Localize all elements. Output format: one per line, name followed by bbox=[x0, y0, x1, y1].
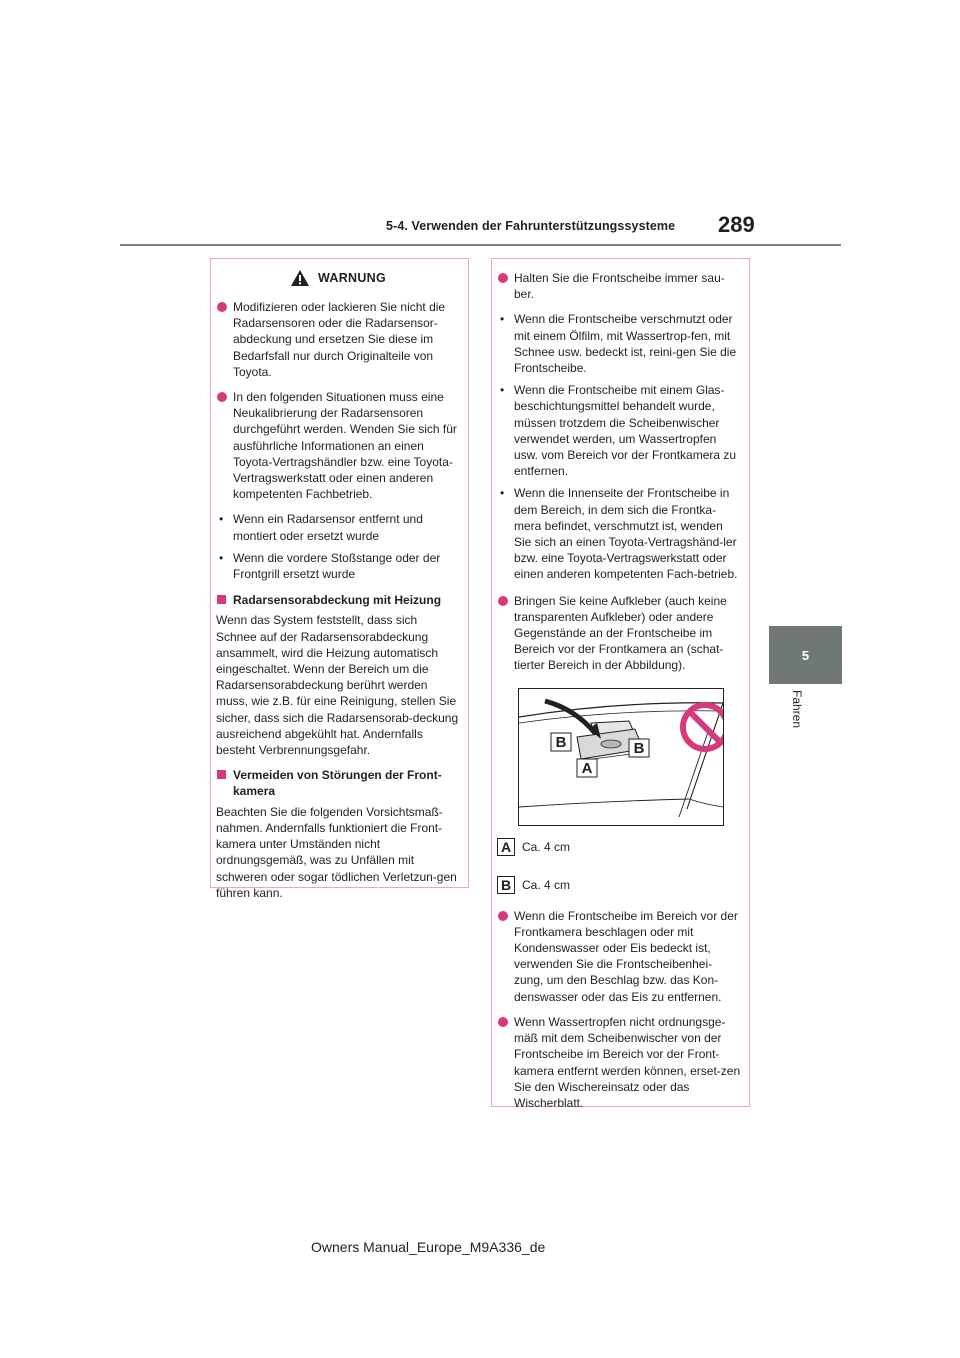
section-title: 5-4. Verwenden der Fahrunterstützungssysteme bbox=[386, 219, 676, 233]
subheading bbox=[216, 767, 460, 799]
list-item bbox=[216, 550, 460, 582]
footer-doc-id: Owners Manual_Europe_M9A336_de bbox=[311, 1239, 546, 1255]
legend-text: Ca. 4 cm bbox=[522, 877, 571, 892]
item-text: Wenn ein Radarsensor entfernt und montiert oder ersetzt wurde bbox=[233, 512, 423, 543]
bullet-dot-icon bbox=[217, 392, 227, 402]
warning-header bbox=[216, 265, 460, 291]
legend-key-b: B bbox=[497, 876, 515, 894]
bullet-dot-icon bbox=[217, 302, 227, 312]
bullet-dot-icon bbox=[498, 1017, 508, 1027]
windshield-camera-figure bbox=[518, 688, 724, 826]
chapter-number: 5 bbox=[801, 647, 810, 663]
list-item bbox=[497, 908, 741, 1005]
windshield-illustration bbox=[519, 689, 723, 825]
subheading-text: Radarsensorabdeckung mit Heizung bbox=[233, 593, 442, 608]
list-item bbox=[497, 1014, 741, 1111]
legend-key-a: A bbox=[497, 838, 515, 856]
list-item bbox=[216, 389, 460, 502]
list-item bbox=[216, 511, 460, 543]
legend-row bbox=[497, 874, 741, 896]
item-text: Wenn die Frontscheibe verschmutzt oder mit einem Ölfilm, mit Wassertrop-fen, mit Schnee usw. bedeckt ist, reini-gen Sie die Frontscheibe. bbox=[514, 312, 737, 376]
warning-triangle-icon bbox=[290, 269, 310, 287]
item-text: Wenn die vordere Stoßstange oder der Frontgrill ersetzt wurde bbox=[233, 550, 441, 582]
figure-label-a: A bbox=[581, 759, 593, 777]
bullet-dot-icon bbox=[498, 596, 508, 606]
warning-box bbox=[210, 258, 469, 900]
paragraph: Beachten Sie die folgenden Vorsichtsmaß-nahmen. Andernfalls funktioniert die Front-kamera unter Umständen nicht ordnungsgemäß, was zu Unfällen mit schweren oder sogar tödlichen Verletzun-gen führen kann. bbox=[216, 804, 457, 900]
item-text: Wenn die Frontscheibe mit einem Glas-beschichtungsmittel behandelt wurde, müssen trotzdem die Scheibenwischer verwendet werden, um Wassertropfen usw. vom Bereich vor der Frontkamera zu entfernen. bbox=[514, 383, 737, 479]
header-rule bbox=[120, 244, 841, 246]
list-item bbox=[497, 382, 741, 479]
bullet-dot-icon bbox=[498, 273, 508, 283]
figure-label-b-right: B bbox=[633, 739, 645, 757]
chapter-label: Fahren bbox=[790, 690, 804, 729]
page-number: 289 bbox=[718, 212, 755, 237]
subheading-text: Vermeiden von Störungen der Front-kamera bbox=[233, 768, 442, 799]
list-item bbox=[497, 311, 741, 376]
figure-label-b-left: B bbox=[555, 733, 567, 751]
bullet-dot-icon bbox=[498, 911, 508, 921]
square-bullet-icon bbox=[217, 595, 226, 604]
item-text: Halten Sie die Frontscheibe immer sau-ber. bbox=[514, 271, 725, 302]
subheading bbox=[216, 592, 460, 608]
dash-marker: • bbox=[500, 383, 505, 398]
item-text: Wenn die Frontscheibe im Bereich vor der Frontkamera beschlagen oder mit Kondenswasser oder Eis bedeckt ist, verwenden Sie die Frontscheibenhei-zung, um den Beschlag bzw. das Kon-denswasser oder das Eis zu entfernen. bbox=[514, 908, 738, 1004]
chapter-tab bbox=[769, 626, 842, 684]
item-text: Bringen Sie keine Aufkleber (auch keine transparenten Aufkleber) oder andere Gegenstände an der Frontscheibe im Bereich vor der Frontkamera an (schat-tierter Bereich in der Abbildung). bbox=[514, 593, 727, 673]
square-bullet-icon bbox=[217, 770, 226, 779]
item-text: Modifizieren oder lackieren Sie nicht die Radarsensoren oder die Radarsensor-abdeckung und ersetzen Sie diese im Bedarfsfall nur durch Originalteile von Toyota. bbox=[233, 300, 446, 379]
list-item bbox=[497, 593, 741, 674]
dash-marker: • bbox=[219, 550, 224, 565]
dash-marker: • bbox=[219, 512, 224, 527]
warning-title: WARNUNG bbox=[317, 270, 387, 285]
dash-marker: • bbox=[500, 486, 505, 501]
list-item bbox=[497, 485, 741, 582]
list-item bbox=[497, 270, 741, 302]
item-text: In den folgenden Situationen muss eine Neukalibrierung der Radarsensoren durchgeführt werden. Wenden Sie sich für ausführliche Informationen an einen Toyota-Vertragshändler bzw. eine Toyota-Vertragswerkstatt oder einen anderen kompetenten Fachbetrieb. bbox=[233, 390, 457, 502]
item-text: Wenn die Innenseite der Frontscheibe in dem Bereich, in dem sich die Frontka-mera befindet, verschmutzt ist, wenden Sie sich an einen Toyota-Vertragshänd-ler bzw. eine Toyota-Vertragswerkstatt oder einen anderen kompetenten Fach-betrieb. bbox=[514, 486, 738, 582]
dash-marker: • bbox=[500, 312, 505, 327]
caution-box-continued bbox=[491, 258, 750, 1110]
legend-row bbox=[497, 836, 741, 858]
item-text: Wenn Wassertropfen nicht ordnungsge-mäß mit dem Scheibenwischer von der Frontscheibe im Bereich vor der Front-kamera entfernt werden können, erset-zen Sie den Wischereinsatz oder das Wischerblatt. bbox=[514, 1014, 741, 1110]
list-item bbox=[216, 299, 460, 380]
paragraph: Wenn das System feststellt, dass sich Schnee auf der Radarsensorabdeckung ansammelt, wird die Heizung automatisch eingeschaltet. Wenn der Bereich um die Radarsensorabdeckung berührt werden muss, wie z.B. für eine Reinigung, stellen Sie sicher, dass sich die Radarsensorab-deckung ausreichend abgekühlt hat. Andernfalls besteht Verbrennungsgefahr. bbox=[216, 613, 459, 758]
legend-text: Ca. 4 cm bbox=[522, 839, 571, 854]
